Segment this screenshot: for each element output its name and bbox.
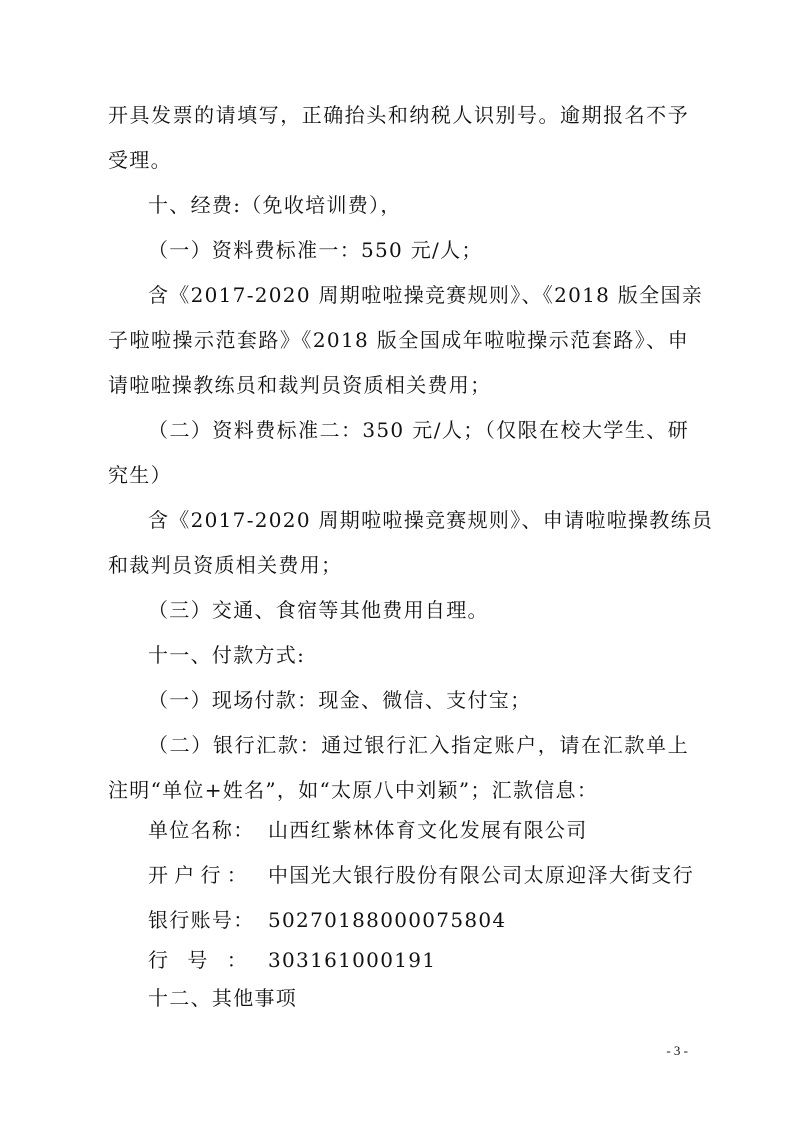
fee-1-includes-line-1: 含《2017-2020 周期啦啦操竞赛规则》、《2018 版全国亲 [148, 283, 704, 307]
bank-branch-label: 开户行： [148, 863, 248, 887]
fee-2-includes-line-1: 含《2017-2020 周期啦啦操竞赛规则》、申请啦啦操教练员 [148, 508, 714, 532]
payment-bank-line-2: 注明“单位+姓名”，如“太原八中刘颖”；汇款信息： [108, 778, 599, 802]
fee-1-includes-line-3: 请啦啦操教练员和裁判员资质相关费用； [108, 373, 492, 397]
bank-unit-name-label: 单位名称： [148, 818, 255, 842]
section-11-heading: 十一、付款方式: [148, 643, 306, 667]
fee-standard-2-line-2: 究生） [108, 463, 172, 487]
bank-account-row [148, 905, 506, 935]
bank-code-label: 行号： [148, 948, 248, 972]
bank-code-value: 303161000191 [268, 948, 437, 972]
fee-2-includes-line-2: 和裁判员资质相关费用； [108, 553, 343, 577]
section-10-heading: 十、经费:（免收培训费）， [148, 193, 402, 217]
bank-unit-name-value: 山西红紫林体育文化发展有限公司 [268, 818, 588, 842]
fee-standard-2-line-1: （二）资料费标准二：350 元/人；（仅限在校大学生、研 [148, 418, 689, 442]
invoice-paragraph-line-1: 开具发票的请填写，正确抬头和纳税人识别号。逾期报名不予 [108, 103, 689, 127]
fee-1-includes-line-2: 子啦啦操示范套路》《2018 版全国成年啦啦操示范套路》、申 [108, 328, 689, 352]
payment-bank-line-1: （二）银行汇款：通过银行汇入指定账户，请在汇款单上 [148, 733, 689, 757]
bank-account-label: 银行账号： [148, 908, 255, 932]
page-number: - 3 - [666, 1043, 688, 1058]
section-12-heading: 十二、其他事项 [148, 986, 298, 1010]
bank-code-row [148, 945, 436, 975]
payment-onsite: （一）现场付款：现金、微信、支付宝； [148, 688, 532, 712]
fee-standard-1: （一）资料费标准一：550 元/人； [148, 238, 483, 262]
bank-branch-value: 中国光大银行股份有限公司太原迎泽大街支行 [268, 863, 694, 887]
invoice-paragraph-line-2: 受理。 [108, 148, 172, 172]
bank-account-value: 50270188000075804 [268, 908, 507, 932]
bank-branch-row [148, 860, 694, 890]
bank-unit-name-row [148, 815, 588, 845]
other-costs-note: （三）交通、食宿等其他费用自理。 [148, 598, 489, 622]
